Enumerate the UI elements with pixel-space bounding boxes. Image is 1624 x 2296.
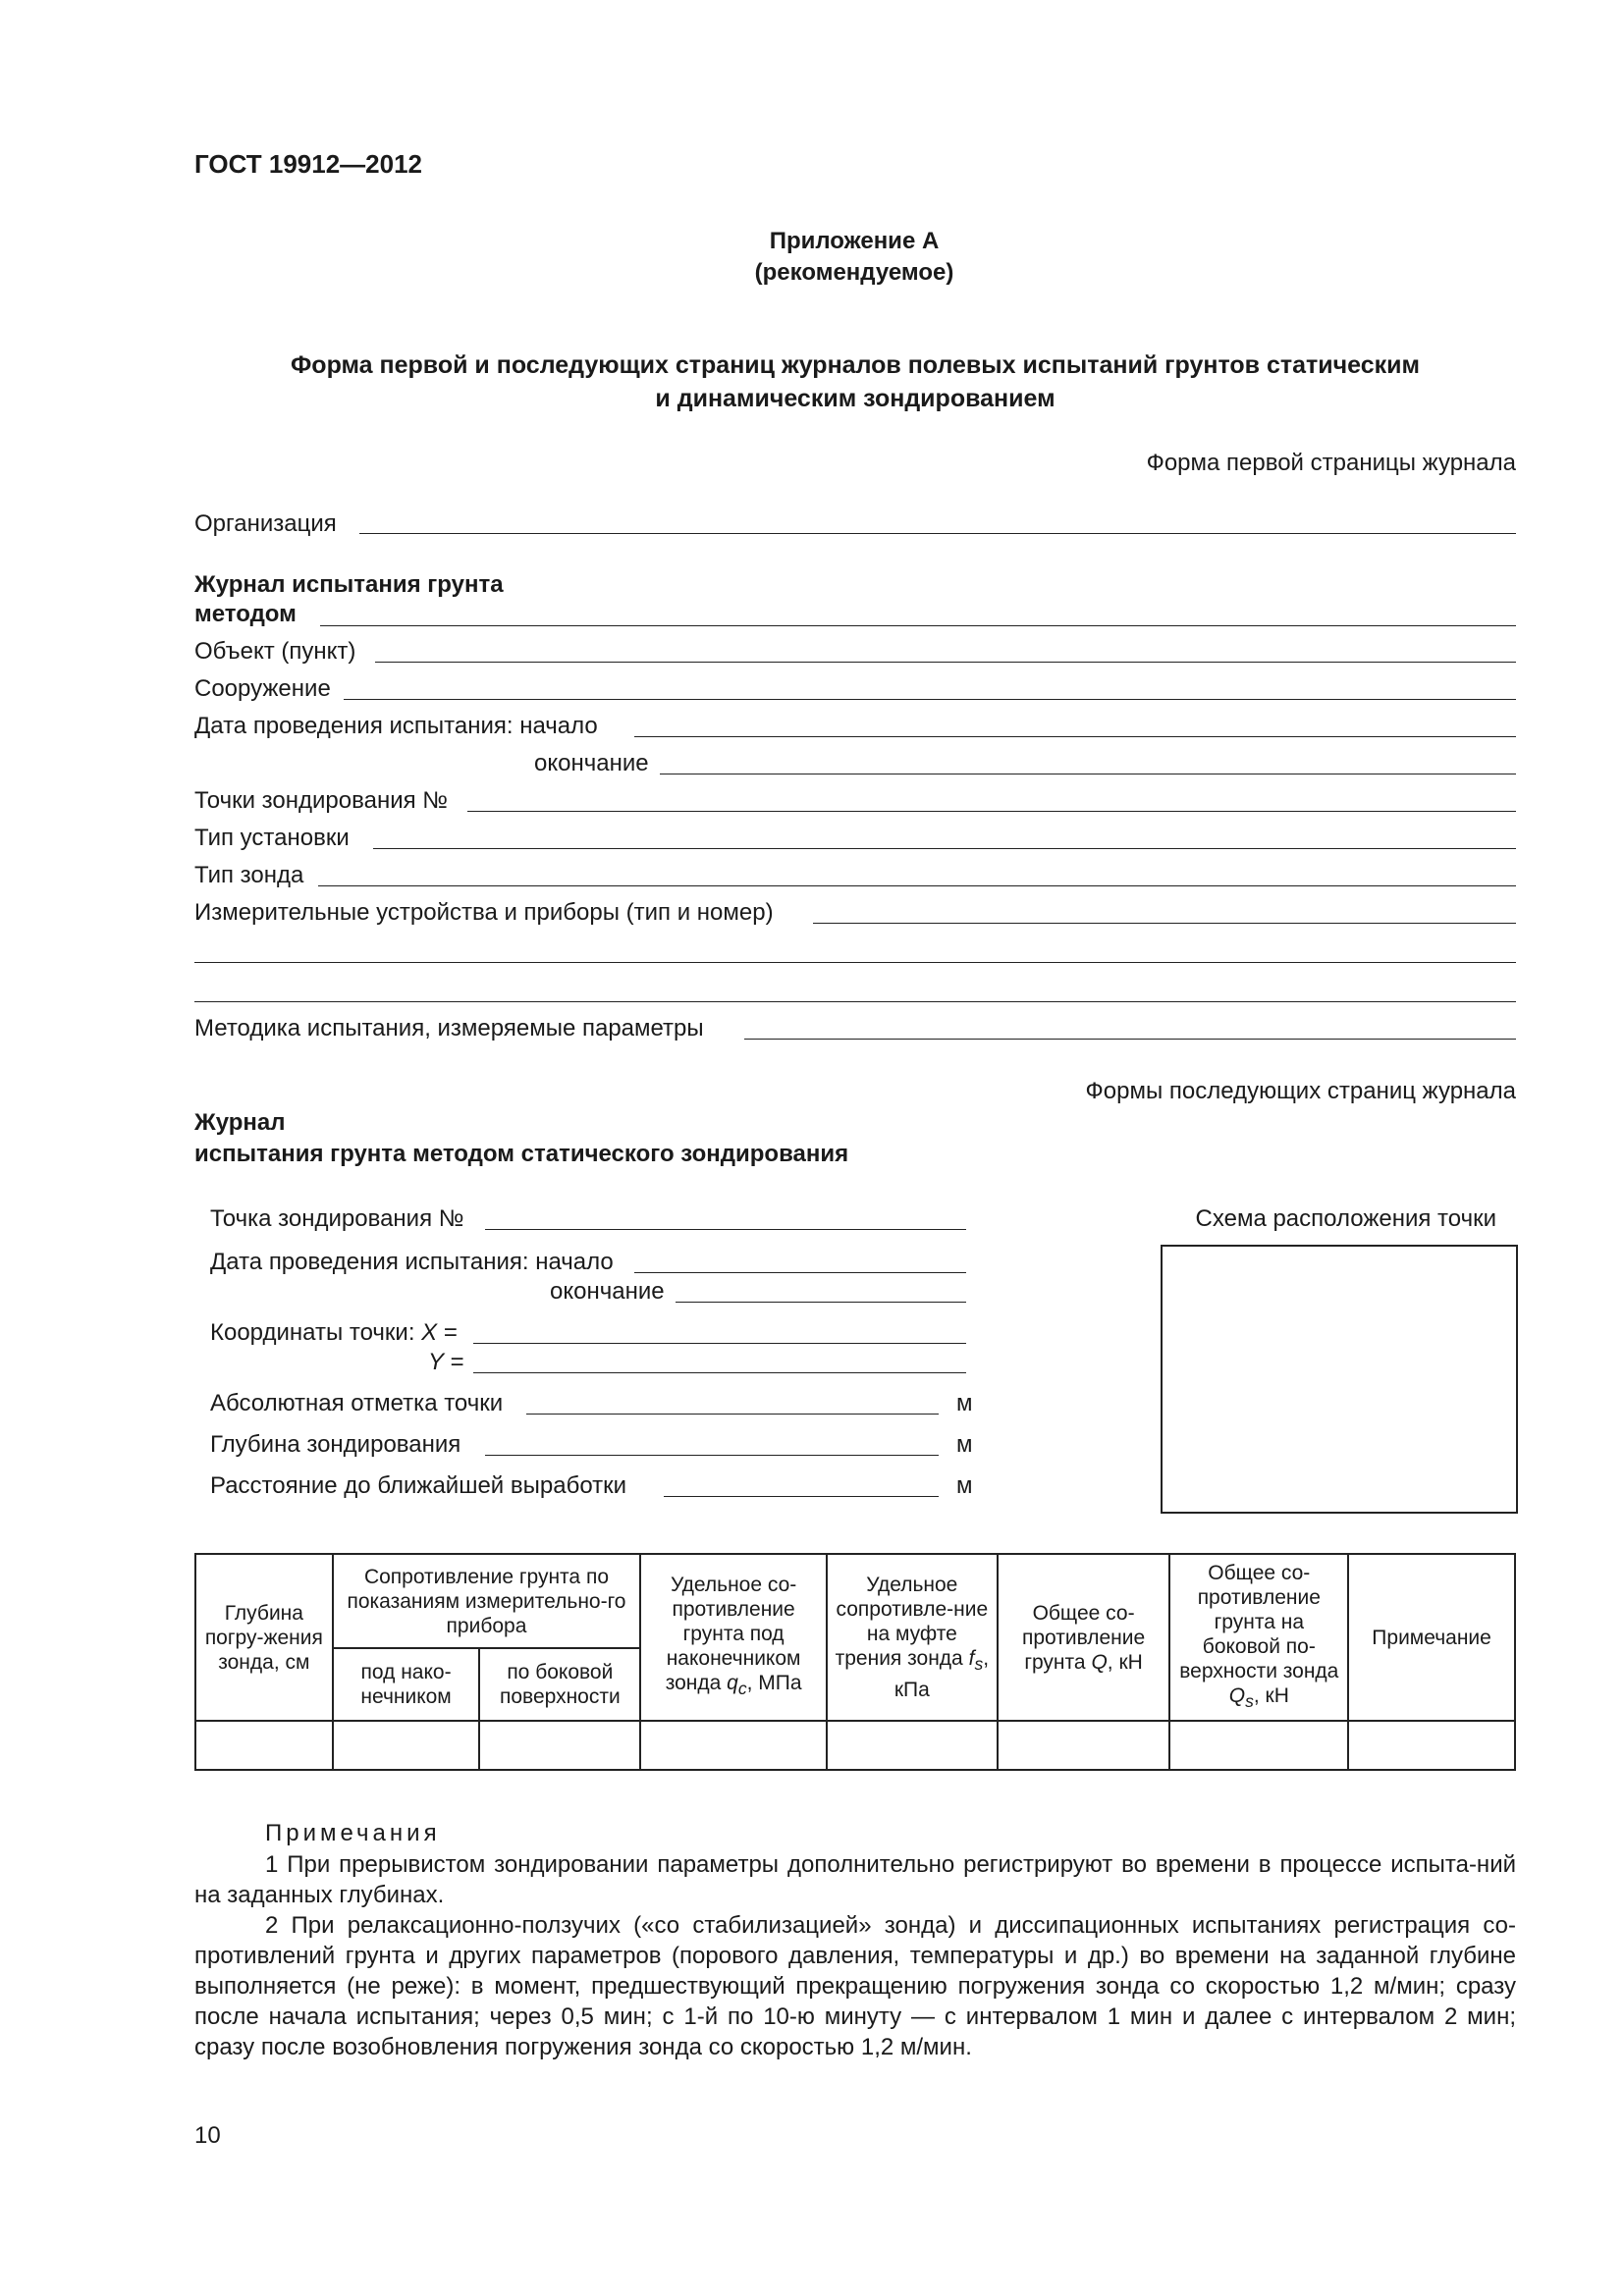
table-row bbox=[195, 1721, 1515, 1770]
instruments-field[interactable] bbox=[813, 923, 1516, 924]
form-title-line2: и динамическим зондированием bbox=[655, 385, 1056, 412]
x-variable: X bbox=[421, 1319, 438, 1346]
appendix-status: (рекомендуемое) bbox=[754, 259, 954, 286]
installation-type-field[interactable] bbox=[373, 848, 1516, 849]
depth-label: Глубина зондирования bbox=[210, 1431, 461, 1458]
total-resistance-var: Q bbox=[1091, 1650, 1108, 1674]
side-resistance-text: Общее со-противление грунта на боковой по-верхности зонда bbox=[1179, 1561, 1339, 1682]
table-cell[interactable] bbox=[195, 1721, 333, 1770]
methodology-field[interactable] bbox=[744, 1039, 1516, 1040]
tip-resistance-sub: c bbox=[737, 1679, 747, 1699]
sounding-points-label: Точки зондирования № bbox=[194, 787, 449, 814]
test-date-start-label: Дата проведения испытания: начало bbox=[194, 713, 598, 739]
notes-body bbox=[194, 1849, 1516, 2062]
instruments-label: Измерительные устройства и приборы (тип и номер) bbox=[194, 899, 774, 926]
note-2: 2 При релаксационно-ползучих («со стабилизацией» зонда) и диссипационных испытаниях регистрация со-противлений грунта и других параметров (порового давления, температуры и др.) во времени на заданной глубине выполняется (не реже): в момент, предшествующий прекращению погружения зонда со скоростью 1,2 м/мин; сразу после начала испытания; через 0,5 мин; с 1-й по 10-ю минуту — с интервалом 1 мин и далее с интервалом 2 мин; сразу после возобновления погружения зонда со скоростью 1,2 м/мин. bbox=[194, 1912, 1516, 2060]
table-cell[interactable] bbox=[1348, 1721, 1515, 1770]
coord-x-field[interactable] bbox=[473, 1343, 966, 1344]
y-equals: = bbox=[444, 1349, 464, 1375]
probe-type-label: Тип зонда bbox=[194, 862, 304, 888]
instruments-field-3[interactable] bbox=[194, 1001, 1516, 1002]
scheme-label: Схема расположения точки bbox=[1195, 1205, 1496, 1232]
distance-unit: м bbox=[956, 1472, 973, 1499]
total-resistance-unit: , кН bbox=[1107, 1650, 1143, 1674]
coord-y-label bbox=[428, 1349, 464, 1376]
test-date-end-label: окончание bbox=[534, 750, 649, 776]
appendix-title: Приложение А bbox=[769, 228, 940, 254]
total-resistance-text: Общее со-противление грунта bbox=[1021, 1601, 1146, 1674]
coord-y-field[interactable] bbox=[473, 1372, 966, 1373]
date-end-field[interactable] bbox=[676, 1302, 966, 1303]
sleeve-friction-var: f bbox=[968, 1647, 975, 1671]
header-side-resistance bbox=[1169, 1554, 1348, 1721]
organization-label: Организация bbox=[194, 510, 337, 537]
sounding-points-field[interactable] bbox=[467, 811, 1516, 812]
probe-type-field[interactable] bbox=[318, 885, 1516, 886]
page-number: 10 bbox=[194, 2122, 221, 2149]
header-side-surface: по боковой поверхности bbox=[479, 1648, 640, 1721]
distance-label: Расстояние до ближайшей выработки bbox=[210, 1472, 627, 1499]
structure-field[interactable] bbox=[344, 699, 1516, 700]
header-note: Примечание bbox=[1348, 1554, 1515, 1721]
depth-unit: м bbox=[956, 1431, 973, 1458]
table-cell[interactable] bbox=[479, 1721, 640, 1770]
table-cell[interactable] bbox=[640, 1721, 827, 1770]
date-end-label: окончание bbox=[550, 1278, 665, 1305]
sleeve-friction-sub: s bbox=[974, 1654, 984, 1675]
structure-label: Сооружение bbox=[194, 675, 331, 702]
method-field[interactable] bbox=[320, 625, 1516, 626]
table-cell[interactable] bbox=[333, 1721, 480, 1770]
header-tip-resistance bbox=[640, 1554, 827, 1721]
abs-mark-field[interactable] bbox=[526, 1414, 939, 1415]
object-field[interactable] bbox=[375, 662, 1516, 663]
test-date-start-field[interactable] bbox=[634, 736, 1516, 737]
next-journal-title-line1: Журнал bbox=[194, 1109, 286, 1136]
journal-title-line2: методом bbox=[194, 601, 297, 627]
standard-code: ГОСТ 19912—2012 bbox=[194, 149, 422, 179]
form-title-line1: Форма первой и последующих страниц журналов полевых испытаний грунтов статическим bbox=[290, 351, 1421, 379]
table-cell[interactable] bbox=[827, 1721, 998, 1770]
next-journal-title-line2: испытания грунта методом статического зондирования bbox=[194, 1141, 849, 1167]
point-field[interactable] bbox=[485, 1229, 966, 1230]
side-resistance-unit: , кН bbox=[1253, 1683, 1289, 1707]
date-start-label: Дата проведения испытания: начало bbox=[210, 1249, 614, 1275]
sounding-table bbox=[194, 1553, 1516, 1771]
side-resistance-var: Q bbox=[1228, 1683, 1246, 1707]
tip-resistance-var: q bbox=[727, 1672, 738, 1695]
sleeve-friction-text: Удельное сопротивле-ние на муфте трения зонда bbox=[835, 1574, 989, 1671]
point-label: Точка зондирования № bbox=[210, 1205, 464, 1232]
header-total-resistance bbox=[998, 1554, 1170, 1721]
table-cell[interactable] bbox=[1169, 1721, 1348, 1770]
coords-label bbox=[210, 1319, 458, 1347]
installation-type-label: Тип установки bbox=[194, 825, 350, 851]
depth-field[interactable] bbox=[485, 1455, 939, 1456]
sleeve-friction-unit: , кПа bbox=[893, 1647, 990, 1701]
header-resistance-group: Сопротивление грунта по показаниям измерительно-го прибора bbox=[333, 1554, 641, 1648]
instruments-field-2[interactable] bbox=[194, 962, 1516, 963]
y-variable: Y bbox=[428, 1349, 445, 1375]
tip-resistance-unit: , МПа bbox=[746, 1672, 802, 1695]
table-cell[interactable] bbox=[998, 1721, 1170, 1770]
methodology-label: Методика испытания, измеряемые параметры bbox=[194, 1015, 704, 1041]
organization-field[interactable] bbox=[359, 533, 1516, 534]
header-sleeve-friction bbox=[827, 1554, 998, 1721]
scheme-box[interactable] bbox=[1161, 1245, 1518, 1514]
note-1: 1 При прерывистом зондировании параметры дополнительно регистрируют во времени в процессе испыта-ний на заданных глубинах. bbox=[194, 1851, 1516, 1908]
tip-resistance-text: Удельное со-противление грунта под наконечником зонда bbox=[665, 1574, 801, 1695]
object-label: Объект (пункт) bbox=[194, 638, 356, 665]
abs-mark-unit: м bbox=[956, 1390, 973, 1416]
journal-title-line1: Журнал испытания грунта bbox=[194, 571, 504, 598]
first-page-caption: Форма первой страницы журнала bbox=[1146, 450, 1516, 476]
notes-heading: Примечания bbox=[265, 1820, 441, 1846]
next-pages-caption: Формы последующих страниц журнала bbox=[1085, 1078, 1516, 1104]
date-start-field[interactable] bbox=[634, 1272, 966, 1273]
coords-text: Координаты точки: bbox=[210, 1319, 415, 1346]
side-resistance-sub: s bbox=[1245, 1691, 1254, 1712]
distance-field[interactable] bbox=[664, 1496, 939, 1497]
header-under-tip: под нако-нечником bbox=[333, 1648, 480, 1721]
header-depth: Глубина погру-жения зонда, см bbox=[195, 1554, 333, 1721]
x-equals: = bbox=[437, 1319, 458, 1346]
abs-mark-label: Абсолютная отметка точки bbox=[210, 1390, 504, 1416]
